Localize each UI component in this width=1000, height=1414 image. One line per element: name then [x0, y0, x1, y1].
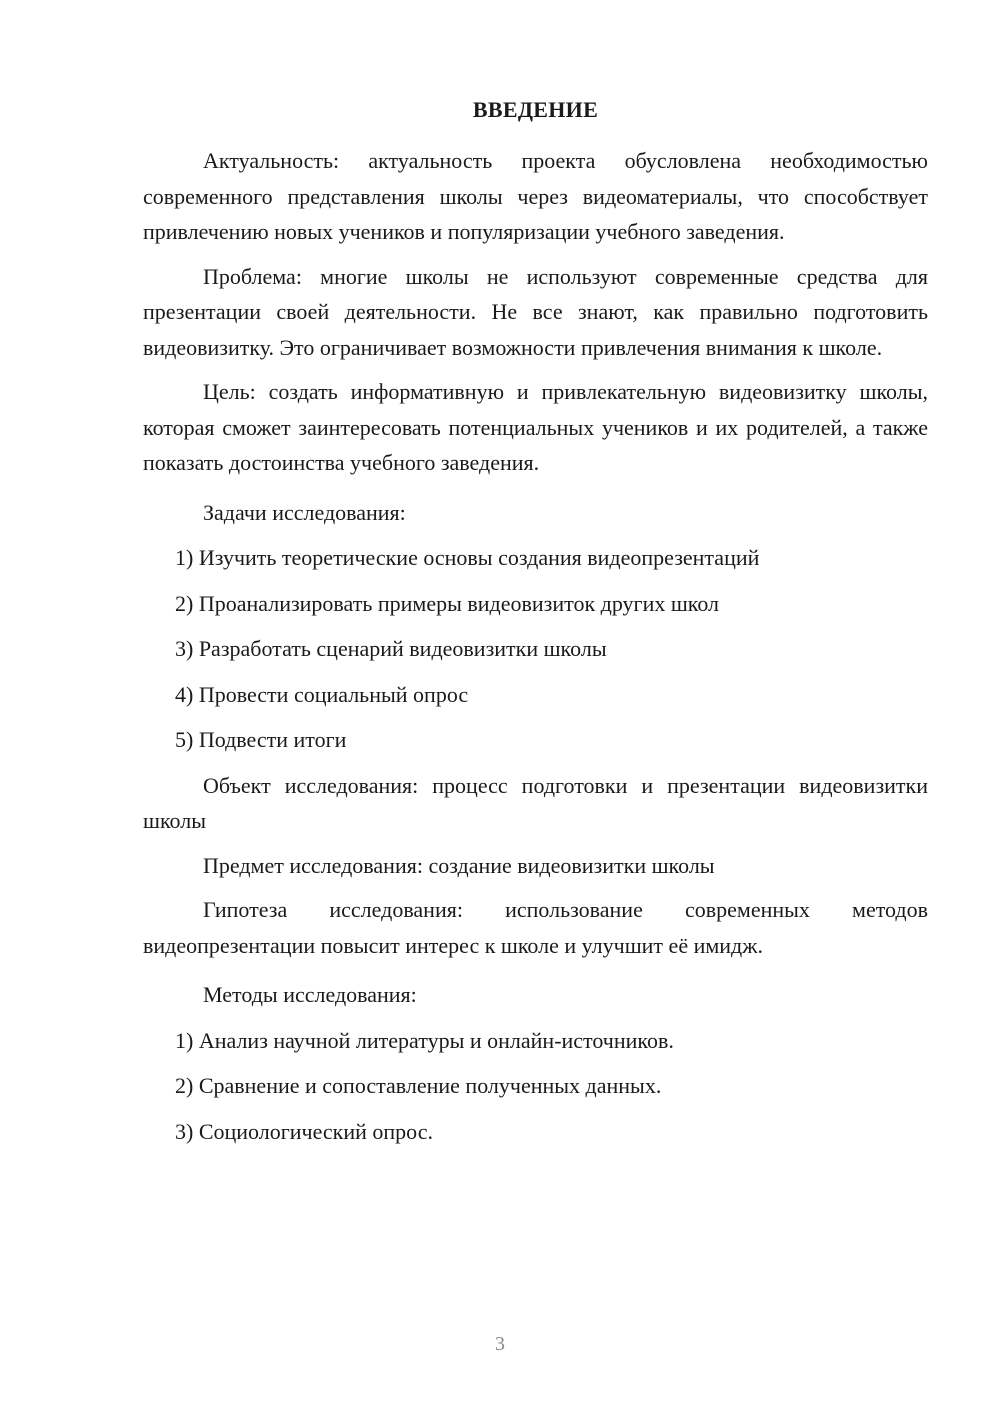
methods-list: [143, 1023, 928, 1150]
subject-paragraph: Предмет исследования: создание видеовизитки школы: [203, 852, 715, 878]
goal-paragraph: Цель: создать информативную и привлекательную видеовизитку школы, которая сможет заинтересовать потенциальных учеников и их родителей, а также показать достоинства учебного заведения.: [143, 379, 928, 475]
task-item: 3) Разработать сценарий видеовизитки школы: [175, 636, 607, 661]
problem-paragraph: Проблема: многие школы не используют современные средства для презентации своей деятельности. Не все знают, как правильно подготовить видеовизитку. Это ограничивает возможности привлечения внимания к школе.: [143, 263, 928, 360]
methods-heading: Методы исследования:: [203, 982, 417, 1007]
object-paragraph: Объект исследования: процесс подготовки и презентации видеовизитки школы: [143, 772, 928, 833]
method-item: 2) Сравнение и сопоставление полученных данных.: [175, 1073, 662, 1098]
relevance-paragraph: Актуальность: актуальность проекта обусловлена необходимостью современного представления школы через видеоматериалы, что способствует привлечению новых учеников и популяризации учебного заведения.: [143, 148, 928, 244]
hypothesis-paragraph: Гипотеза исследования: использование современных методов видеопрезентации повысит интерес к школе и улучшит её имидж.: [143, 897, 928, 958]
tasks-list: [143, 540, 928, 758]
task-item: 4) Провести социальный опрос: [175, 681, 469, 707]
document-page: [143, 95, 928, 1159]
task-item: 5) Подвести итоги: [175, 727, 347, 752]
method-item: 1) Анализ научной литературы и онлайн-источников.: [175, 1027, 674, 1053]
method-item: 3) Социологический опрос.: [175, 1118, 433, 1144]
task-item: 1) Изучить теоретические основы создания видеопрезентаций: [175, 545, 760, 570]
task-item: 2) Проанализировать примеры видеовизиток других школ: [175, 590, 720, 616]
section-title: ВВЕДЕНИЕ: [472, 97, 599, 122]
page-number: 3: [495, 1333, 505, 1355]
tasks-heading: Задачи исследования:: [203, 499, 406, 525]
